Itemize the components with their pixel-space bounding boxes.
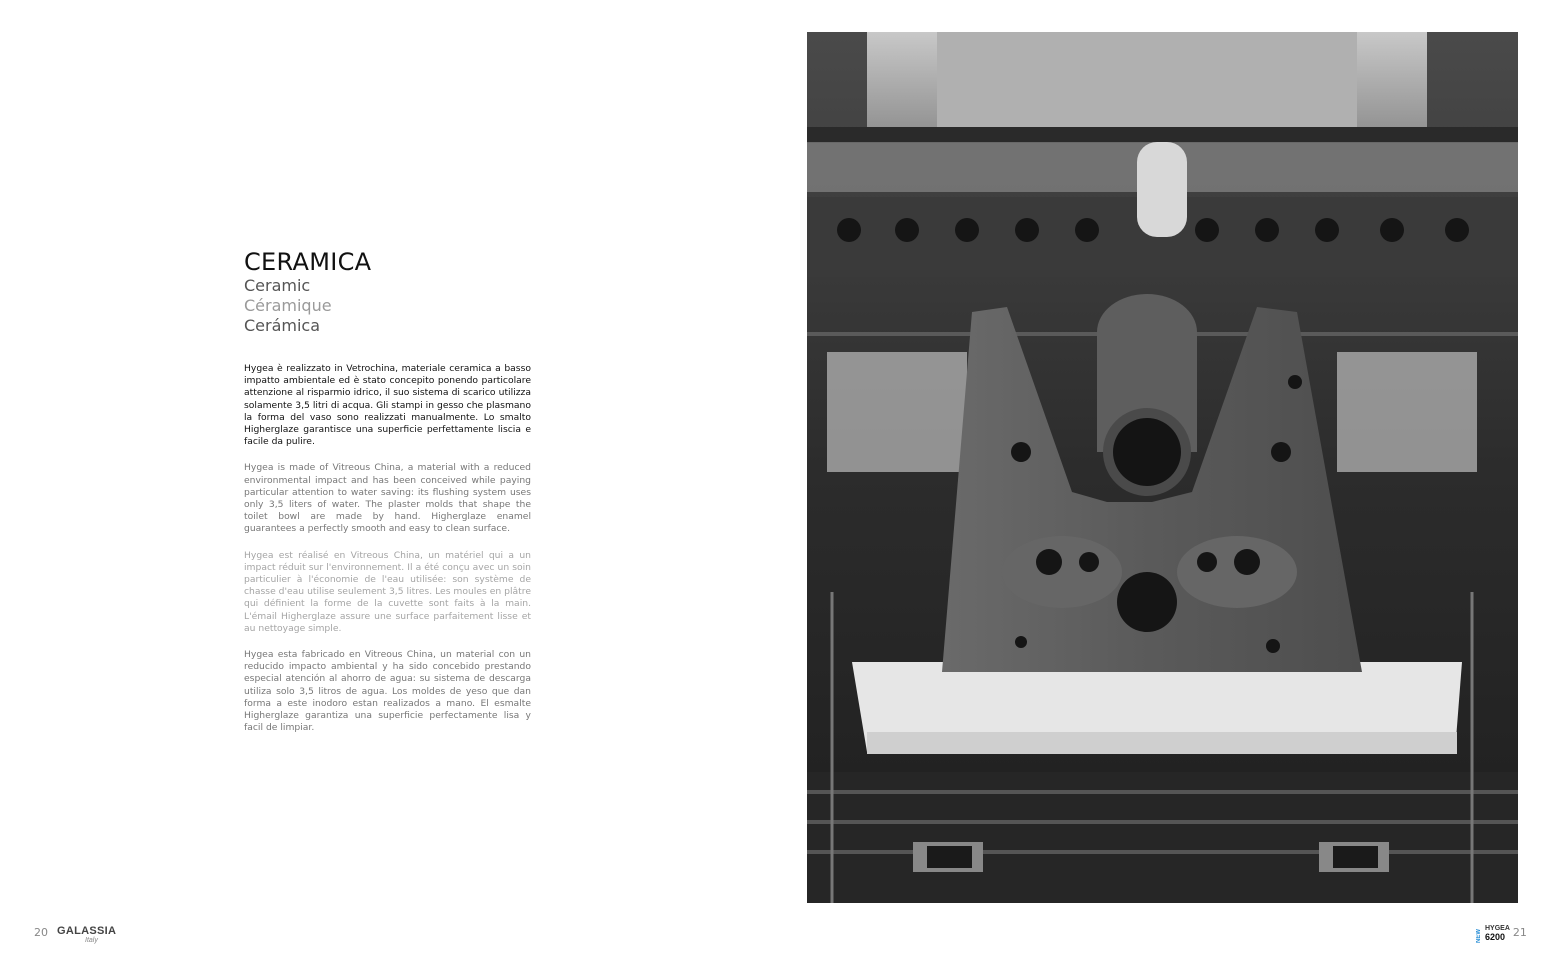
- paragraph-spanish: Hygea esta fabricado en Vitreous China, un material con un reducido impacto ambiental y ha sido concebido prestando especial atención al ahorro de agua: su sistema de descarga utiliza solo 3,5 litros de agua. Los moldes de yeso que dan forma a este inodoro estan realizados a mano. El esmalte Higherglaze garantiza una superficie perfectamente lisa y facil de limpiar.: [244, 649, 531, 734]
- footer-right: [1476, 925, 1527, 943]
- ceramic-mold-photo: [807, 32, 1518, 903]
- paragraph-italian: Hygea è realizzato in Vetrochina, materiale ceramica a basso impatto ambientale ed è stato concepito ponendo particolare attenzione al risparmio idrico, il suo sistema di scarico utilizza solamente 3,5 litri di acqua. Gli stampi in gesso che plasmano la forma del vaso sono realizzati manualmente. Lo smalto Higherglaze garantisce una superficie perfettamente liscia e facile da pulire.: [244, 363, 531, 448]
- section-title-fr: Céramique: [244, 296, 332, 315]
- product-name: HYGEA: [1485, 925, 1510, 932]
- page-number-left: 20: [34, 926, 48, 939]
- section-title-es: Cerámica: [244, 316, 321, 335]
- section-title: CERAMICA: [244, 248, 372, 276]
- new-tag: NEW: [1476, 929, 1482, 943]
- section-title-en: Ceramic: [244, 276, 311, 295]
- page-number-right: 21: [1512, 926, 1527, 939]
- footer-left: [34, 926, 116, 946]
- product-logo: [1485, 925, 1510, 941]
- paragraph-english: Hygea is made of Vitreous China, a material with a reduced environmental impact and has been conceived while paying particular attention to water saving: its flushing system uses only 3,5 liters of water. The plaster molds that shape the toilet bowl are made by hand. Higherglaze enamel guarantees a perfectly smooth and easy to clean surface.: [244, 462, 531, 535]
- brand-logo: [57, 926, 116, 946]
- product-code: 6200: [1485, 932, 1506, 942]
- brand-name: GALASSIA: [57, 925, 117, 937]
- brand-subtitle: Italy: [85, 937, 98, 944]
- paragraph-french: Hygea est réalisé en Vitreous China, un matériel qui a un impact réduit sur l'environnement. Il a été conçu avec un soin particulier à l'économie de l'eau utilisée: son système de chasse d'eau utilise seulement 3,5 litres. Les moules en plâtre qui définient la forme de la cuvette sont faits à la main. L'émail Higherglaze assure une surface parfaitement lisse et au nettoyage simple.: [244, 549, 531, 634]
- text-column: [244, 248, 531, 734]
